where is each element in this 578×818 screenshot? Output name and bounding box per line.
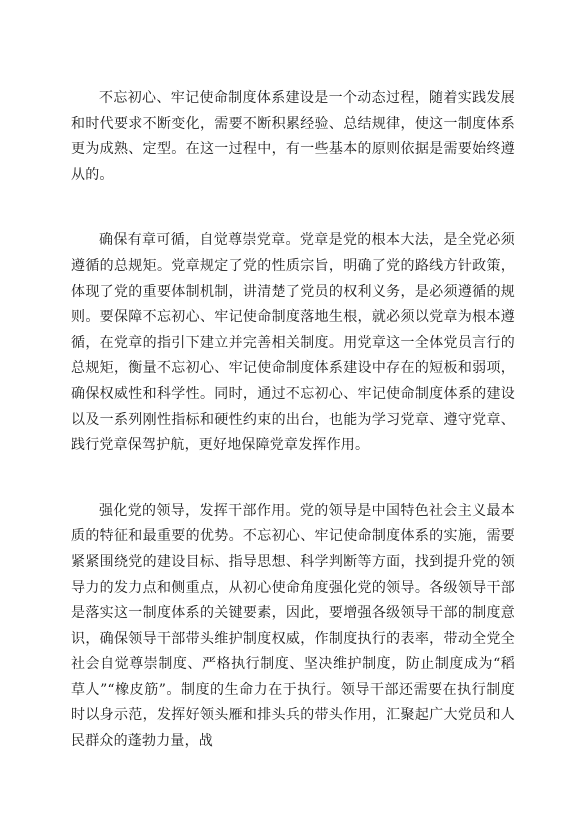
paragraph-intro: 不忘初心、牢记使命制度体系建设是一个动态过程，随着实践发展和时代要求不断变化，需要不断积累经验、总结规律，使这一制度体系更为成熟、定型。在这一过程中，有一些基本的原则依据是需要始终遵从的。 [71,90,515,183]
paragraph-party-constitution: 确保有章可循，自觉尊崇党章。党章是党的根本大法，是全党必须遵循的总规矩。党章规定了党的性质宗旨，明确了党的路线方针政策，体现了党的重要体制机制，讲清楚了党员的权利义务，是必须遵循的规则。要保障不忘初心、牢记使命制度落地生根，就必须以党章为根本遵循，在党章的指引下建立并完善相关制度。用党章这一全体党员言行的总规矩，衡量不忘初心、牢记使命制度体系建设中存在的短板和弱项，确保权威性和科学性。同时，通过不忘初心、牢记使命制度体系的建设以及一系列刚性指标和硬性约束的出台，也能为学习党章、遵守党章、践行党章保驾护航，更好地保障党章发挥作用。 [71,232,515,454]
paragraph-spacer [71,188,515,228]
document-body [71,86,515,755]
paragraph-party-leadership: 强化党的领导，发挥干部作用。党的领导是中国特色社会主义最本质的特征和最重要的优势。不忘初心、牢记使命制度体系的实施，需要紧紧围绕党的建设目标、指导思想、科学判断等方面，找到提升党的领导力的发力点和侧重点，从初心使命角度强化党的领导。各级领导干部是落实这一制度体系的关键要素，因此，要增强各级领导干部的制度意识，确保领导干部带头维护制度权威，作制度执行的表率，带动全党全社会自觉尊崇制度、严格执行制度、坚决维护制度，防止制度成为“稻草人”“橡皮筋”。制度的生命力在于执行。领导干部还需要在执行制度时以身示范，发挥好领头雁和排头兵的带头作用，汇聚起广大党员和人民群众的蓬勃力量，战 [71,502,515,750]
paragraph-spacer [71,459,515,499]
